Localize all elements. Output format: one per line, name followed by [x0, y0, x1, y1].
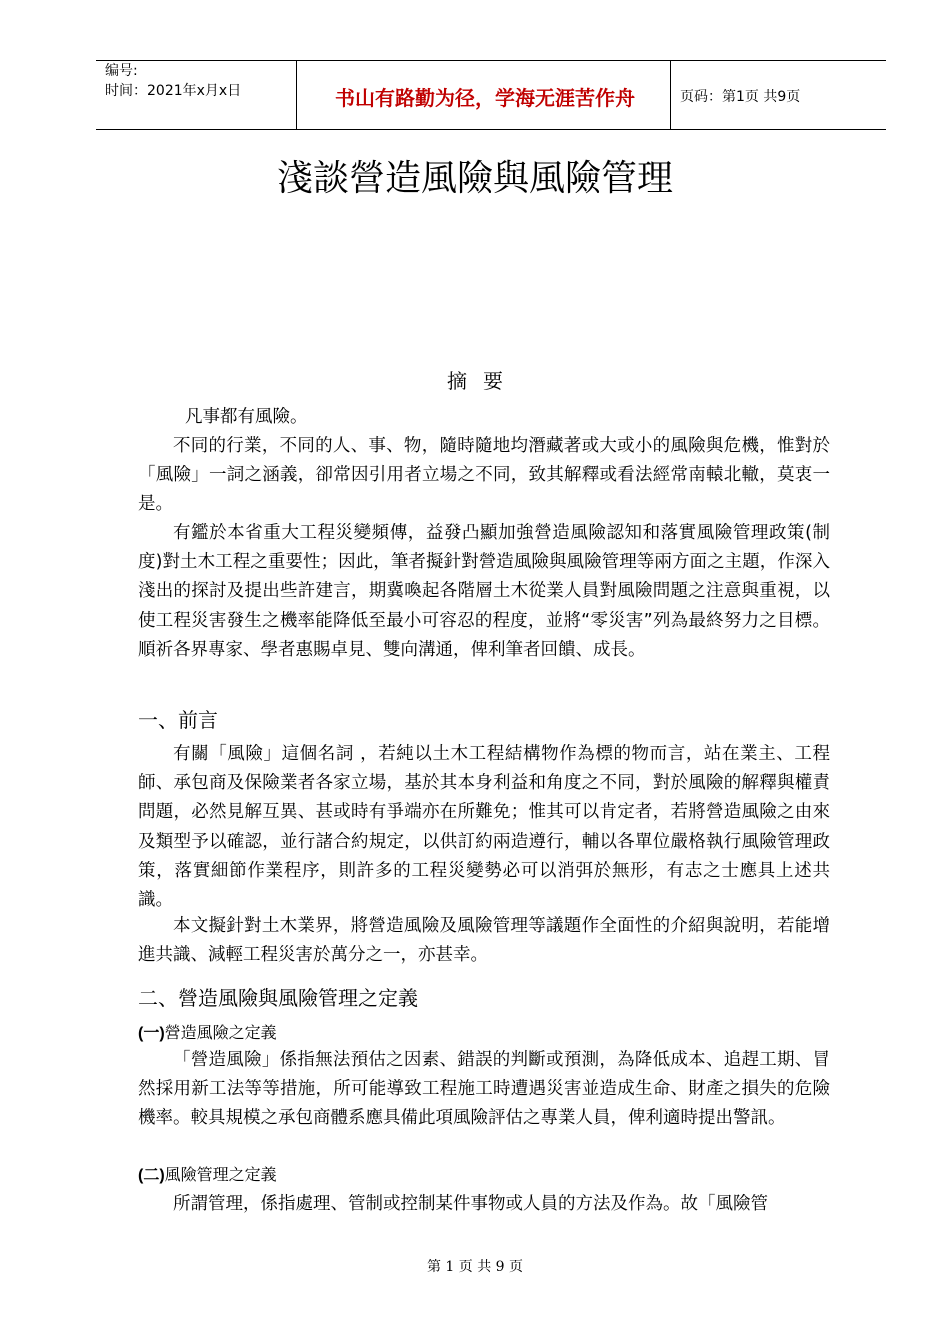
- subsection-1-heading: [138, 1020, 838, 1043]
- abstract-paragraph-3: 有鑑於本省重大工程災變頻傳，益發凸顯加強營造風險認知和落實風險管理政策(制度)對土木工程之重要性；因此，筆者擬針對營造風險與風險管理等兩方面之主題，作深入淺出的探討及提出些許建言，期冀喚起各階層土木從業人員對風險問題之注意與重視，以使工程災害發生之機率能降低至最小可容忍的程度，並將“零災害”列為最終努力之目標。順祈各界專家、學者惠賜卓見、雙向溝通，俾利筆者回饋、成長。: [138, 523, 830, 660]
- subsection-1-title: 營造風險之定義: [164, 1023, 277, 1042]
- header-motto: 书山有路勤为径，学海无涯苦作舟: [335, 86, 635, 110]
- section-1-paragraph-1: 有關「風險」這個名詞 ，若純以土木工程結構物作為標的物而言，站在業主、工程師、承包商及保險業者各家立場，基於其本身利益和角度之不同，對於風險的解釋與權責問題，必然見解互異、甚或時有爭端亦在所難免；惟其可以肯定者，若將營造風險之由來及類型予以確認，並行諸合約規定，以供訂約兩造遵行，輔以各單位嚴格執行風險管理政策，落實細節作業程序，則許多的工程災變勢必可以消弭於無形，有志之士應具上述共識。: [138, 744, 830, 911]
- header-divider: [670, 61, 671, 129]
- document-number-label: 编号:: [105, 63, 138, 79]
- section-1-paragraph-2: 本文擬針對土木業界，將營造風險及風險管理等議題作全面性的介紹與說明，若能增進共識、減輕工程災害於萬分之一，亦甚幸。: [138, 916, 830, 966]
- abstract-paragraph-2: 不同的行業，不同的人、事、物，隨時隨地均潛藏著或大或小的風險與危機，惟對於「風險」一詞之涵義，卻常因引用者立場之不同，致其解釋或看法經常南轅北轍，莫衷一是。: [138, 436, 830, 515]
- subsection-1-paragraph: 「營造風險」係指無法預估之因素、錯誤的判斷或預測，為降低成本、追趕工期、冒然採用新工法等等措施，所可能導致工程施工時遭遇災害並造成生命、財產之損失的危險機率。較具規模之承包商體系應具備此項風險評估之專業人員，俾利適時提出警訊。: [138, 1050, 830, 1129]
- document-time-label: 时间：2021年x月x日: [105, 83, 242, 99]
- document-title: 淺談營造風險與風險管理: [276, 158, 673, 199]
- abstract-heading: 摘要: [447, 369, 519, 393]
- header-page-number: 页码：第1页 共9页: [680, 89, 801, 105]
- page-footer: 第 1 页 共 9 页: [426, 1259, 524, 1275]
- header-divider: [296, 61, 297, 129]
- section-1-heading: 一、前言: [138, 708, 218, 732]
- subsection-2-heading: [138, 1162, 838, 1185]
- subsection-2-marker: (二): [138, 1167, 165, 1184]
- subsection-2-title: 風險管理之定義: [164, 1165, 277, 1184]
- section-2-heading: 二、營造風險與風險管理之定義: [138, 986, 418, 1010]
- abstract-paragraph-1: 凡事都有風險。: [185, 407, 308, 427]
- subsection-2-paragraph: 所謂管理，係指處理、管制或控制某件事物或人員的方法及作為。故「風險管: [173, 1194, 768, 1214]
- subsection-1-marker: (一): [138, 1025, 165, 1042]
